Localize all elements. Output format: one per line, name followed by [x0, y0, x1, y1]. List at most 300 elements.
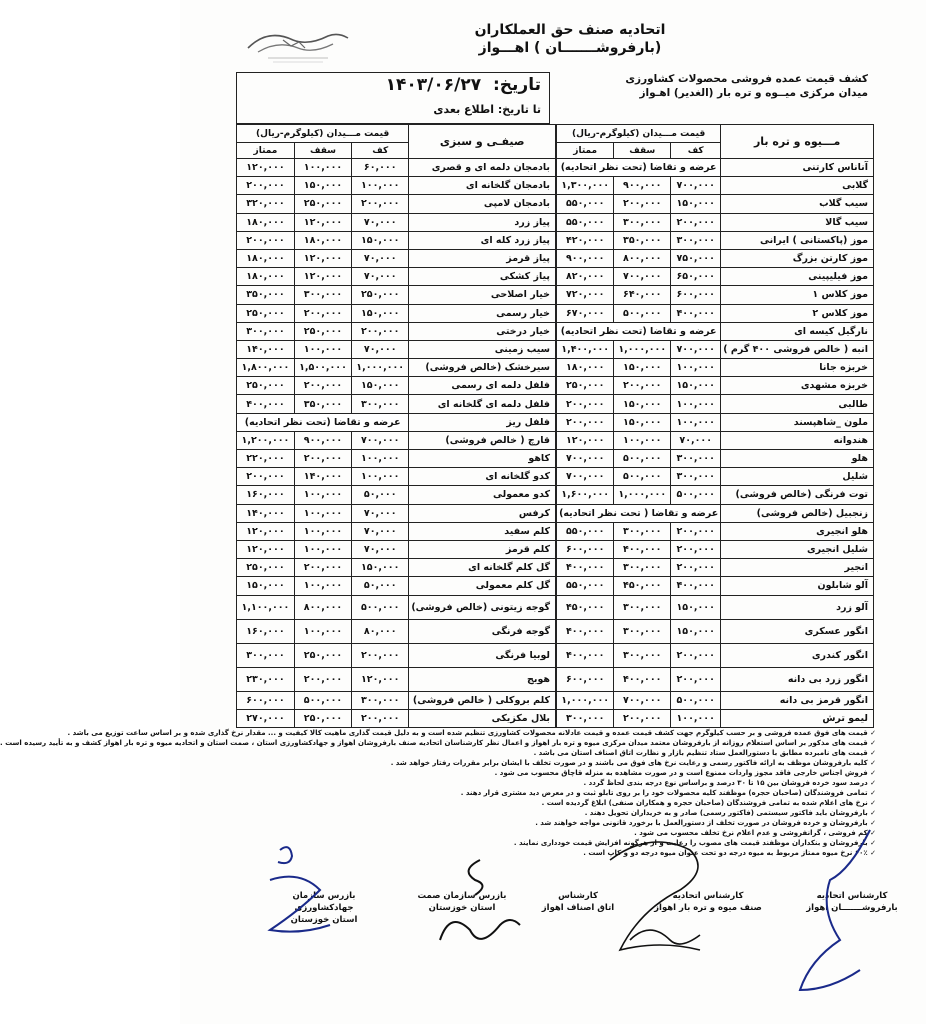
signature-org: استان خوزستان [428, 903, 496, 913]
fruit-item-name: شلیل انجیری [721, 540, 874, 558]
fruit-price-max: ۳۵۰,۰۰۰ [614, 231, 671, 249]
fruit-item-name: موز (پاکستانی ) ایرانی [721, 231, 874, 249]
vegetable-item-name: پیاز قرمز [409, 249, 556, 267]
vegetable-item-name: بلال مکزیکی [409, 709, 556, 727]
fruit-price-header: قیمت مـــیدان (کیلوگرم-ریال) [557, 125, 721, 143]
vegetable-price-max: ۱۰۰,۰۰۰ [294, 486, 351, 504]
vegetable-row [237, 504, 556, 522]
fruit-price-premium: ۷۲۰,۰۰۰ [557, 286, 614, 304]
fruit-item-name: هلو [721, 450, 874, 468]
fruit-item-name: موز کلاس ۲ [721, 304, 874, 322]
fruit-item-name: سیب گالا [721, 213, 874, 231]
vegetable-price-premium: ۱۸۰,۰۰۰ [237, 213, 295, 231]
to-date: تا تاریخ: اطلاع بعدی [433, 103, 541, 116]
vegetable-price-premium: ۱,۱۰۰,۰۰۰ [237, 595, 295, 619]
vegetable-price-min: ۷۰,۰۰۰ [352, 213, 409, 231]
vegetable-price-max: ۱۴۰,۰۰۰ [294, 468, 351, 486]
vegetable-price-premium: ۳۲۰,۰۰۰ [237, 195, 295, 213]
note-line: ✓ بارفروشان باید فاکتور سیستمی (فاکتور رسمی) صادر و به خریداران تحویل دهند . [584, 809, 876, 817]
fruit-price-max: ۳۰۰,۰۰۰ [614, 213, 671, 231]
vegetable-item-name: کلم بروکلی ( خالص فروشی) [409, 691, 556, 709]
fruit-price-premium: ۸۲۰,۰۰۰ [557, 268, 614, 286]
fruit-price-min: ۷۵۰,۰۰۰ [671, 249, 721, 267]
vegetable-price-premium: ۲۰۰,۰۰۰ [237, 468, 295, 486]
vegetable-price-premium: ۱۲۰,۰۰۰ [237, 522, 295, 540]
fruit-price-premium: ۵۵۰,۰۰۰ [557, 522, 614, 540]
vegetable-table-title: صیفـی و سبزی [409, 125, 556, 159]
vegetable-row [237, 340, 556, 358]
fruit-item-name: هندوانه [721, 431, 874, 449]
vegetable-price-min: ۳۰۰,۰۰۰ [352, 691, 409, 709]
vegetable-row [237, 395, 556, 413]
fruit-row [557, 450, 874, 468]
document-header [180, 0, 926, 70]
signature-org: صنف میوه و تره بار اهواز [654, 903, 762, 913]
vegetable-price-premium: ۱۴۰,۰۰۰ [237, 340, 295, 358]
vegetable-price-premium: ۱۵۰,۰۰۰ [237, 577, 295, 595]
signature-org: اتاق اصناف اهواز [541, 903, 615, 913]
fruit-price-max: ۴۰۰,۰۰۰ [614, 540, 671, 558]
vegetable-item-name: خیار اصلاحی [409, 286, 556, 304]
vegetable-price-premium: ۱۴۰,۰۰۰ [237, 504, 295, 522]
union-name: اتحادیه صنف حق العملکاران [474, 22, 666, 38]
fruit-price-max: ۷۰۰,۰۰۰ [614, 691, 671, 709]
fruit-item-name: طالبی [721, 395, 874, 413]
vegetable-price-table [236, 124, 556, 728]
vegetable-price-max: ۱۰۰,۰۰۰ [294, 619, 351, 643]
vegetable-item-name: کدو گلخانه ای [409, 468, 556, 486]
fruit-price-premium: ۲۰۰,۰۰۰ [557, 413, 614, 431]
fruit-price-max: ۳۰۰,۰۰۰ [614, 619, 671, 643]
fruit-price-premium: ۱,۳۰۰,۰۰۰ [557, 177, 614, 195]
vegetable-price-max: ۱۰۰,۰۰۰ [294, 159, 351, 177]
fruit-row [557, 159, 874, 177]
fruit-price-min: ۱۵۰,۰۰۰ [671, 619, 721, 643]
fruit-price-min: ۲۰۰,۰۰۰ [671, 540, 721, 558]
vegetable-price-min: ۷۰,۰۰۰ [352, 504, 409, 522]
fruit-price-premium: ۶۰۰,۰۰۰ [557, 667, 614, 691]
vegetable-price-max: ۲۵۰,۰۰۰ [294, 709, 351, 727]
vegetable-price-max: ۱۰۰,۰۰۰ [294, 577, 351, 595]
vegetable-row [237, 709, 556, 727]
fruit-row [557, 304, 874, 322]
fruit-row [557, 286, 874, 304]
vegetable-price-max: ۱۰۰,۰۰۰ [294, 340, 351, 358]
vegetable-row [237, 322, 556, 340]
signature-org: استان خوزستان [290, 915, 358, 925]
vegetable-price-premium: ۲۷۰,۰۰۰ [237, 709, 295, 727]
vegetable-price-min: ۲۵۰,۰۰۰ [352, 286, 409, 304]
vegetable-price-min: ۱۰۰,۰۰۰ [352, 450, 409, 468]
vegetable-price-min: ۷۰,۰۰۰ [352, 522, 409, 540]
vegetable-price-max: ۱۲۰,۰۰۰ [294, 249, 351, 267]
fruit-col-max: سقف [614, 143, 671, 159]
vegetable-item-name: گوجه زیتونی (خالص فروشی) [409, 595, 556, 619]
fruit-price-min: ۱۰۰,۰۰۰ [671, 709, 721, 727]
vegetable-price-header: قیمت مـــیدان (کیلوگرم-ریال) [237, 125, 409, 143]
fruit-price-premium: ۱,۶۰۰,۰۰۰ [557, 486, 614, 504]
note-line: ✓ بارفروشان و خرده فروشان در صورت تخلف از دستورالعمل با برخورد قانونی مواجه خواهند شد . [535, 819, 876, 827]
fruit-row [557, 667, 874, 691]
vegetable-price-min: ۷۰,۰۰۰ [352, 268, 409, 286]
vegetable-price-min: ۷۰,۰۰۰ [352, 540, 409, 558]
note-line: ✓ قیمت های فوق عمده فروشی و بر حسب کیلوگرم جهت کشف قیمت عمده و قیمت عادلانه محصولات کشاورزی تنظیم شده است و به دلیل قیمت گذاری ماهیت کالا کیفیت و ... مقدار نرخ گذاری شده و بر اساس ساعت توزیع می باشد . [67, 729, 876, 737]
vegetable-price-min: ۵۰۰,۰۰۰ [352, 595, 409, 619]
fruit-price-min: ۱۵۰,۰۰۰ [671, 595, 721, 619]
vegetable-item-name: پیاز زرد [409, 213, 556, 231]
vegetable-row [237, 359, 556, 377]
vegetable-row [237, 213, 556, 231]
vegetable-row [237, 304, 556, 322]
vegetable-item-name: کاهو [409, 450, 556, 468]
fruit-price-premium: ۴۰۰,۰۰۰ [557, 559, 614, 577]
vegetable-row [237, 231, 556, 249]
note-line: ✓ ۶۰٪ نرخ میوه ممتاز مربوط به میوه درجه دو تحت عنوان میوه درجه دو و کاپ است . [583, 849, 876, 857]
fruit-price-max: ۸۰۰,۰۰۰ [614, 249, 671, 267]
fruit-row [557, 619, 874, 643]
fruit-price-premium: ۹۰۰,۰۰۰ [557, 249, 614, 267]
date-value: ۱۴۰۳/۰۶/۲۷ [385, 75, 482, 95]
vegetable-item-name: کدو معمولی [409, 486, 556, 504]
fruit-item-name: انگور عسکری [721, 619, 874, 643]
vegetable-col-min: کف [352, 143, 409, 159]
vegetable-price-premium: ۱۲۰,۰۰۰ [237, 159, 295, 177]
vegetable-price-min: ۵۰,۰۰۰ [352, 486, 409, 504]
date-box [236, 72, 550, 124]
fruit-row [557, 322, 874, 340]
vegetable-price-premium: ۲۰۰,۰۰۰ [237, 231, 295, 249]
fruit-item-name: ملون _شاهپسند [721, 413, 874, 431]
fruit-price-min: ۲۰۰,۰۰۰ [671, 213, 721, 231]
fruit-supply-note: عرضه و تقاضا (تحت نظر اتحادیه) [557, 322, 721, 340]
fruit-price-max: ۱۵۰,۰۰۰ [614, 395, 671, 413]
fruit-price-premium: ۱۲۰,۰۰۰ [557, 431, 614, 449]
date-label: تاریخ: [493, 75, 541, 95]
vegetable-row [237, 667, 556, 691]
vegetable-row [237, 268, 556, 286]
vegetable-price-premium: ۱۲۰,۰۰۰ [237, 540, 295, 558]
handshake-logo [238, 18, 358, 66]
fruit-item-name: موز کلاس ۱ [721, 286, 874, 304]
fruit-price-premium: ۴۰۰,۰۰۰ [557, 619, 614, 643]
vegetable-price-premium: ۴۰۰,۰۰۰ [237, 395, 295, 413]
fruit-item-name: انگور کندری [721, 643, 874, 667]
vegetable-row [237, 559, 556, 577]
vegetable-price-max: ۱۰۰,۰۰۰ [294, 522, 351, 540]
vegetable-price-min: ۲۰۰,۰۰۰ [352, 643, 409, 667]
vegetable-price-min: ۱۵۰,۰۰۰ [352, 559, 409, 577]
vegetable-row [237, 195, 556, 213]
fruit-price-premium: ۱,۴۰۰,۰۰۰ [557, 340, 614, 358]
vegetable-item-name: قارچ ( خالص فروشی) [409, 431, 556, 449]
fruit-price-max: ۷۰۰,۰۰۰ [614, 268, 671, 286]
fruit-price-max: ۱,۰۰۰,۰۰۰ [614, 340, 671, 358]
vegetable-supply-note: عرضه و تقاضا (تحت نظر اتحادیه) [237, 413, 409, 431]
fruit-price-min: ۲۰۰,۰۰۰ [671, 643, 721, 667]
vegetable-price-max: ۲۵۰,۰۰۰ [294, 643, 351, 667]
fruit-price-min: ۷۰۰,۰۰۰ [671, 340, 721, 358]
fruit-price-min: ۴۰۰,۰۰۰ [671, 304, 721, 322]
note-line: ✓ فروش اجناس خارجی فاقد مجوز واردات ممنوع است و در صورت مشاهده به منزله قاچاق محسوب می شود . [494, 769, 876, 777]
fruit-price-premium: ۷۰۰,۰۰۰ [557, 450, 614, 468]
fruit-item-name: لیمو ترش [721, 709, 874, 727]
vegetable-price-premium: ۱۸۰,۰۰۰ [237, 268, 295, 286]
vegetable-price-max: ۱۰۰,۰۰۰ [294, 504, 351, 522]
report-title-line2: میدان مرکزی میــوه و تره بار (الغدیر) اهـواز [639, 87, 868, 99]
vegetable-price-min: ۷۰۰,۰۰۰ [352, 431, 409, 449]
fruit-item-name: شلیل [721, 468, 874, 486]
report-title-line1: کشف قیمت عمده فروشی محصولات کشاورزی [625, 73, 868, 85]
fruit-price-min: ۶۵۰,۰۰۰ [671, 268, 721, 286]
fruit-price-max: ۴۵۰,۰۰۰ [614, 577, 671, 595]
vegetable-price-premium: ۲۰۰,۰۰۰ [237, 177, 295, 195]
fruit-price-max: ۳۰۰,۰۰۰ [614, 643, 671, 667]
vegetable-price-max: ۱۲۰,۰۰۰ [294, 268, 351, 286]
vegetable-row [237, 595, 556, 619]
fruit-price-min: ۱۵۰,۰۰۰ [671, 195, 721, 213]
vegetable-price-premium: ۲۲۰,۰۰۰ [237, 450, 295, 468]
fruit-row [557, 540, 874, 558]
vegetable-price-min: ۱,۰۰۰,۰۰۰ [352, 359, 409, 377]
vegetable-col-max: سقف [294, 143, 351, 159]
fruit-price-premium: ۴۰۰,۰۰۰ [557, 643, 614, 667]
fruit-price-min: ۲۰۰,۰۰۰ [671, 522, 721, 540]
vegetable-price-min: ۶۰,۰۰۰ [352, 159, 409, 177]
signature-block [518, 890, 638, 914]
fruit-price-max: ۹۰۰,۰۰۰ [614, 177, 671, 195]
fruit-price-premium: ۶۷۰,۰۰۰ [557, 304, 614, 322]
fruit-price-premium: ۳۰۰,۰۰۰ [557, 709, 614, 727]
fruit-price-max: ۴۰۰,۰۰۰ [614, 667, 671, 691]
fruit-item-name: انگور زرد بی دانه [721, 667, 874, 691]
fruit-row [557, 468, 874, 486]
fruit-item-name: انگور قرمز بی دانه [721, 691, 874, 709]
note-line: ✓ درصد سود خرده فروشان بین ۱۵ تا ۳۰ درصد و براساس نوع درجه بندی لحاظ گردد . [583, 779, 876, 787]
fruit-price-max: ۵۰۰,۰۰۰ [614, 304, 671, 322]
notes-section [0, 728, 876, 858]
vegetable-item-name: خیار رسمی [409, 304, 556, 322]
vegetable-price-premium: ۳۰۰,۰۰۰ [237, 643, 295, 667]
fruit-price-min: ۵۰۰,۰۰۰ [671, 691, 721, 709]
fruit-row [557, 577, 874, 595]
signature-block [402, 890, 522, 914]
fruit-price-max: ۱۰۰,۰۰۰ [614, 431, 671, 449]
fruit-item-name: انبه ( خالص فروشی ۴۰۰ گرم ) [721, 340, 874, 358]
vegetable-row [237, 249, 556, 267]
vegetable-price-min: ۱۲۰,۰۰۰ [352, 667, 409, 691]
fruit-supply-note: عرضه و تقاضا (تحت نظر اتحادیه) [557, 159, 721, 177]
vegetable-price-min: ۱۰۰,۰۰۰ [352, 468, 409, 486]
fruit-item-name: هلو انجیری [721, 522, 874, 540]
vegetable-price-min: ۲۰۰,۰۰۰ [352, 709, 409, 727]
vegetable-price-max: ۱۸۰,۰۰۰ [294, 231, 351, 249]
vegetable-item-name: کلم قرمز [409, 540, 556, 558]
vegetable-row [237, 468, 556, 486]
fruit-price-min: ۶۰۰,۰۰۰ [671, 286, 721, 304]
fruit-row [557, 504, 874, 522]
fruit-item-name: زنجبیل (خالص فروشی) [721, 504, 874, 522]
vegetable-price-max: ۹۰۰,۰۰۰ [294, 431, 351, 449]
fruit-row [557, 177, 874, 195]
fruit-price-premium: ۵۵۰,۰۰۰ [557, 213, 614, 231]
vegetable-price-min: ۳۰۰,۰۰۰ [352, 395, 409, 413]
vegetable-price-max: ۵۰۰,۰۰۰ [294, 691, 351, 709]
vegetable-row [237, 619, 556, 643]
fruit-item-name: موز کارتن بزرگ [721, 249, 874, 267]
fruit-price-max: ۱,۰۰۰,۰۰۰ [614, 486, 671, 504]
fruit-item-name: خربزه مشهدی [721, 377, 874, 395]
signature-org: بارفروشـــــــان اهواز [806, 903, 898, 913]
fruit-row [557, 249, 874, 267]
fruit-price-min: ۴۰۰,۰۰۰ [671, 577, 721, 595]
vegetable-item-name: گوجه فرنگی [409, 619, 556, 643]
note-line: ✓ کلیه بارفروشان موظف به ارائه فاکتور رسمی و رعایت نرخ های فوق می باشند و در صورت تخلف با ایشان برابر مقررات رفتار خواهد شد . [390, 759, 876, 767]
fruit-price-premium: ۴۵۰,۰۰۰ [557, 595, 614, 619]
note-line: ✓ قیمت های نامبرده مطابق با دستورالعمل ستاد تنظیم بازار و نظارت اتاق اصناف استان می باشد . [533, 749, 876, 757]
vegetable-price-max: ۲۰۰,۰۰۰ [294, 304, 351, 322]
vegetable-item-name: پیاز کشکی [409, 268, 556, 286]
vegetable-item-name: کرفس [409, 504, 556, 522]
fruit-price-min: ۳۰۰,۰۰۰ [671, 231, 721, 249]
vegetable-price-max: ۲۵۰,۰۰۰ [294, 322, 351, 340]
fruit-price-min: ۲۰۰,۰۰۰ [671, 667, 721, 691]
vegetable-price-premium: ۱,۲۰۰,۰۰۰ [237, 431, 295, 449]
fruit-item-name: آلو شابلون [721, 577, 874, 595]
signature-block [264, 890, 384, 926]
fruit-row [557, 377, 874, 395]
fruit-item-name: نارگیل کیسه ای [721, 322, 874, 340]
fruit-price-premium: ۱۸۰,۰۰۰ [557, 359, 614, 377]
vegetable-price-max: ۲۰۰,۰۰۰ [294, 450, 351, 468]
fruit-item-name: موز فیلیپینی [721, 268, 874, 286]
vegetable-price-premium: ۲۵۰,۰۰۰ [237, 559, 295, 577]
note-line: ✓ نرخ های اعلام شده به تمامی فروشندگان (صاحبان حجره و همکاران صنفی) ابلاغ گردیده است . [541, 799, 876, 807]
fruit-price-max: ۶۴۰,۰۰۰ [614, 286, 671, 304]
vegetable-price-min: ۲۰۰,۰۰۰ [352, 195, 409, 213]
vegetable-price-max: ۳۰۰,۰۰۰ [294, 286, 351, 304]
vegetable-price-min: ۸۰,۰۰۰ [352, 619, 409, 643]
signature-role: کارشناس اتحادیه [672, 891, 744, 901]
fruit-row [557, 359, 874, 377]
vegetable-item-name: فلفل دلمه ای رسمی [409, 377, 556, 395]
vegetable-price-min: ۱۵۰,۰۰۰ [352, 377, 409, 395]
vegetable-row [237, 413, 556, 431]
vegetable-price-min: ۱۰۰,۰۰۰ [352, 177, 409, 195]
vegetable-price-max: ۱۰۰,۰۰۰ [294, 540, 351, 558]
fruit-item-name: انجیر [721, 559, 874, 577]
signature-role: بازرس سازمان جهادکشاورزی [292, 891, 356, 913]
vegetable-row [237, 486, 556, 504]
fruit-price-min: ۳۰۰,۰۰۰ [671, 450, 721, 468]
vegetable-price-max: ۱,۵۰۰,۰۰۰ [294, 359, 351, 377]
signature-role: بازرس سازمان صمت [417, 891, 507, 901]
fruit-row [557, 486, 874, 504]
vegetable-item-name: بادمجان لامپی [409, 195, 556, 213]
vegetable-price-premium: ۳۰۰,۰۰۰ [237, 322, 295, 340]
vegetable-price-premium: ۲۵۰,۰۰۰ [237, 304, 295, 322]
signature-block [792, 890, 912, 914]
fruit-item-name: توت فرنگی (خالص فروشی) [721, 486, 874, 504]
vegetable-row [237, 377, 556, 395]
vegetable-col-premium: ممتاز [237, 143, 295, 159]
vegetable-price-max: ۸۰۰,۰۰۰ [294, 595, 351, 619]
union-subtitle: (بارفروشـــــــان ) اهـــواز [478, 40, 662, 56]
report-title [556, 72, 874, 124]
fruit-col-min: کف [671, 143, 721, 159]
vegetable-item-name: هویج [409, 667, 556, 691]
vegetable-row [237, 286, 556, 304]
vegetable-row [237, 540, 556, 558]
fruit-price-max: ۵۰۰,۰۰۰ [614, 450, 671, 468]
vegetable-item-name: گل کلم گلخانه ای [409, 559, 556, 577]
fruit-price-min: ۱۰۰,۰۰۰ [671, 395, 721, 413]
note-line: ✓ قیمت های مذکور بر اساس استعلام روزانه از بارفروشان معتمد میدان مرکزی میوه و تره بار اهواز و اعمال نظر کارشناسان اتحادیه صنف بارفروشان اهواز و جهادکشاورزی استان ، صمت استان و اتحادیه میوه و تره بار اهواز کشف و به تأیید رسیده است . [0, 739, 876, 747]
fruit-row [557, 595, 874, 619]
vegetable-price-max: ۲۰۰,۰۰۰ [294, 377, 351, 395]
vegetable-row [237, 431, 556, 449]
vegetable-price-min: ۱۵۰,۰۰۰ [352, 304, 409, 322]
fruit-row [557, 643, 874, 667]
fruit-row [557, 431, 874, 449]
vegetable-row [237, 691, 556, 709]
vegetable-item-name: فلفل ریز [409, 413, 556, 431]
vegetable-price-max: ۲۵۰,۰۰۰ [294, 195, 351, 213]
note-line: ✓ تمامی فروشندگان (صاحبان حجره) موظفند کلیه محصولات خود را بر روی تابلو ثبت و در معرض دید مشتری قرار دهند . [460, 789, 876, 797]
signature-role: کارشناس [558, 891, 598, 901]
vegetable-price-max: ۲۰۰,۰۰۰ [294, 667, 351, 691]
vegetable-price-premium: ۲۵۰,۰۰۰ [237, 377, 295, 395]
vegetable-price-premium: ۳۵۰,۰۰۰ [237, 286, 295, 304]
fruit-row [557, 522, 874, 540]
fruit-price-premium: ۲۰۰,۰۰۰ [557, 395, 614, 413]
vegetable-row [237, 450, 556, 468]
fruit-price-min: ۷۰۰,۰۰۰ [671, 177, 721, 195]
vegetable-item-name: خیار درختی [409, 322, 556, 340]
vegetable-row [237, 177, 556, 195]
vegetable-price-min: ۷۰,۰۰۰ [352, 249, 409, 267]
fruit-price-min: ۳۰۰,۰۰۰ [671, 468, 721, 486]
fruit-item-name: گلابی [721, 177, 874, 195]
fruit-price-min: ۲۰۰,۰۰۰ [671, 559, 721, 577]
vegetable-item-name: فلفل دلمه ای گلخانه ای [409, 395, 556, 413]
note-line: ✓ کم فروشی ، گرانفروشی و عدم اعلام نرخ تخلف محسوب می شود . [634, 829, 876, 837]
fruit-price-min: ۵۰۰,۰۰۰ [671, 486, 721, 504]
fruit-item-name: خربزه جانا [721, 359, 874, 377]
vegetable-price-max: ۱۲۰,۰۰۰ [294, 213, 351, 231]
signature-role: کارشناس اتحادیه [816, 891, 888, 901]
fruit-price-premium: ۶۰۰,۰۰۰ [557, 540, 614, 558]
fruit-price-premium: ۱,۰۰۰,۰۰۰ [557, 691, 614, 709]
vegetable-item-name: لوبیا فرنگی [409, 643, 556, 667]
signature-block [648, 890, 768, 914]
fruit-row [557, 709, 874, 727]
fruit-price-max: ۵۰۰,۰۰۰ [614, 468, 671, 486]
fruit-row [557, 395, 874, 413]
fruit-price-premium: ۷۰۰,۰۰۰ [557, 468, 614, 486]
fruit-row [557, 231, 874, 249]
fruit-item-name: آناناس کارتنی [721, 159, 874, 177]
vegetable-price-premium: ۱۶۰,۰۰۰ [237, 619, 295, 643]
fruit-price-max: ۳۰۰,۰۰۰ [614, 595, 671, 619]
vegetable-item-name: گل کلم معمولی [409, 577, 556, 595]
vegetable-price-premium: ۱۶۰,۰۰۰ [237, 486, 295, 504]
fruit-price-premium: ۲۵۰,۰۰۰ [557, 377, 614, 395]
vegetable-row [237, 577, 556, 595]
fruit-row [557, 195, 874, 213]
vegetable-row [237, 159, 556, 177]
fruit-price-max: ۳۰۰,۰۰۰ [614, 522, 671, 540]
vegetable-row [237, 643, 556, 667]
